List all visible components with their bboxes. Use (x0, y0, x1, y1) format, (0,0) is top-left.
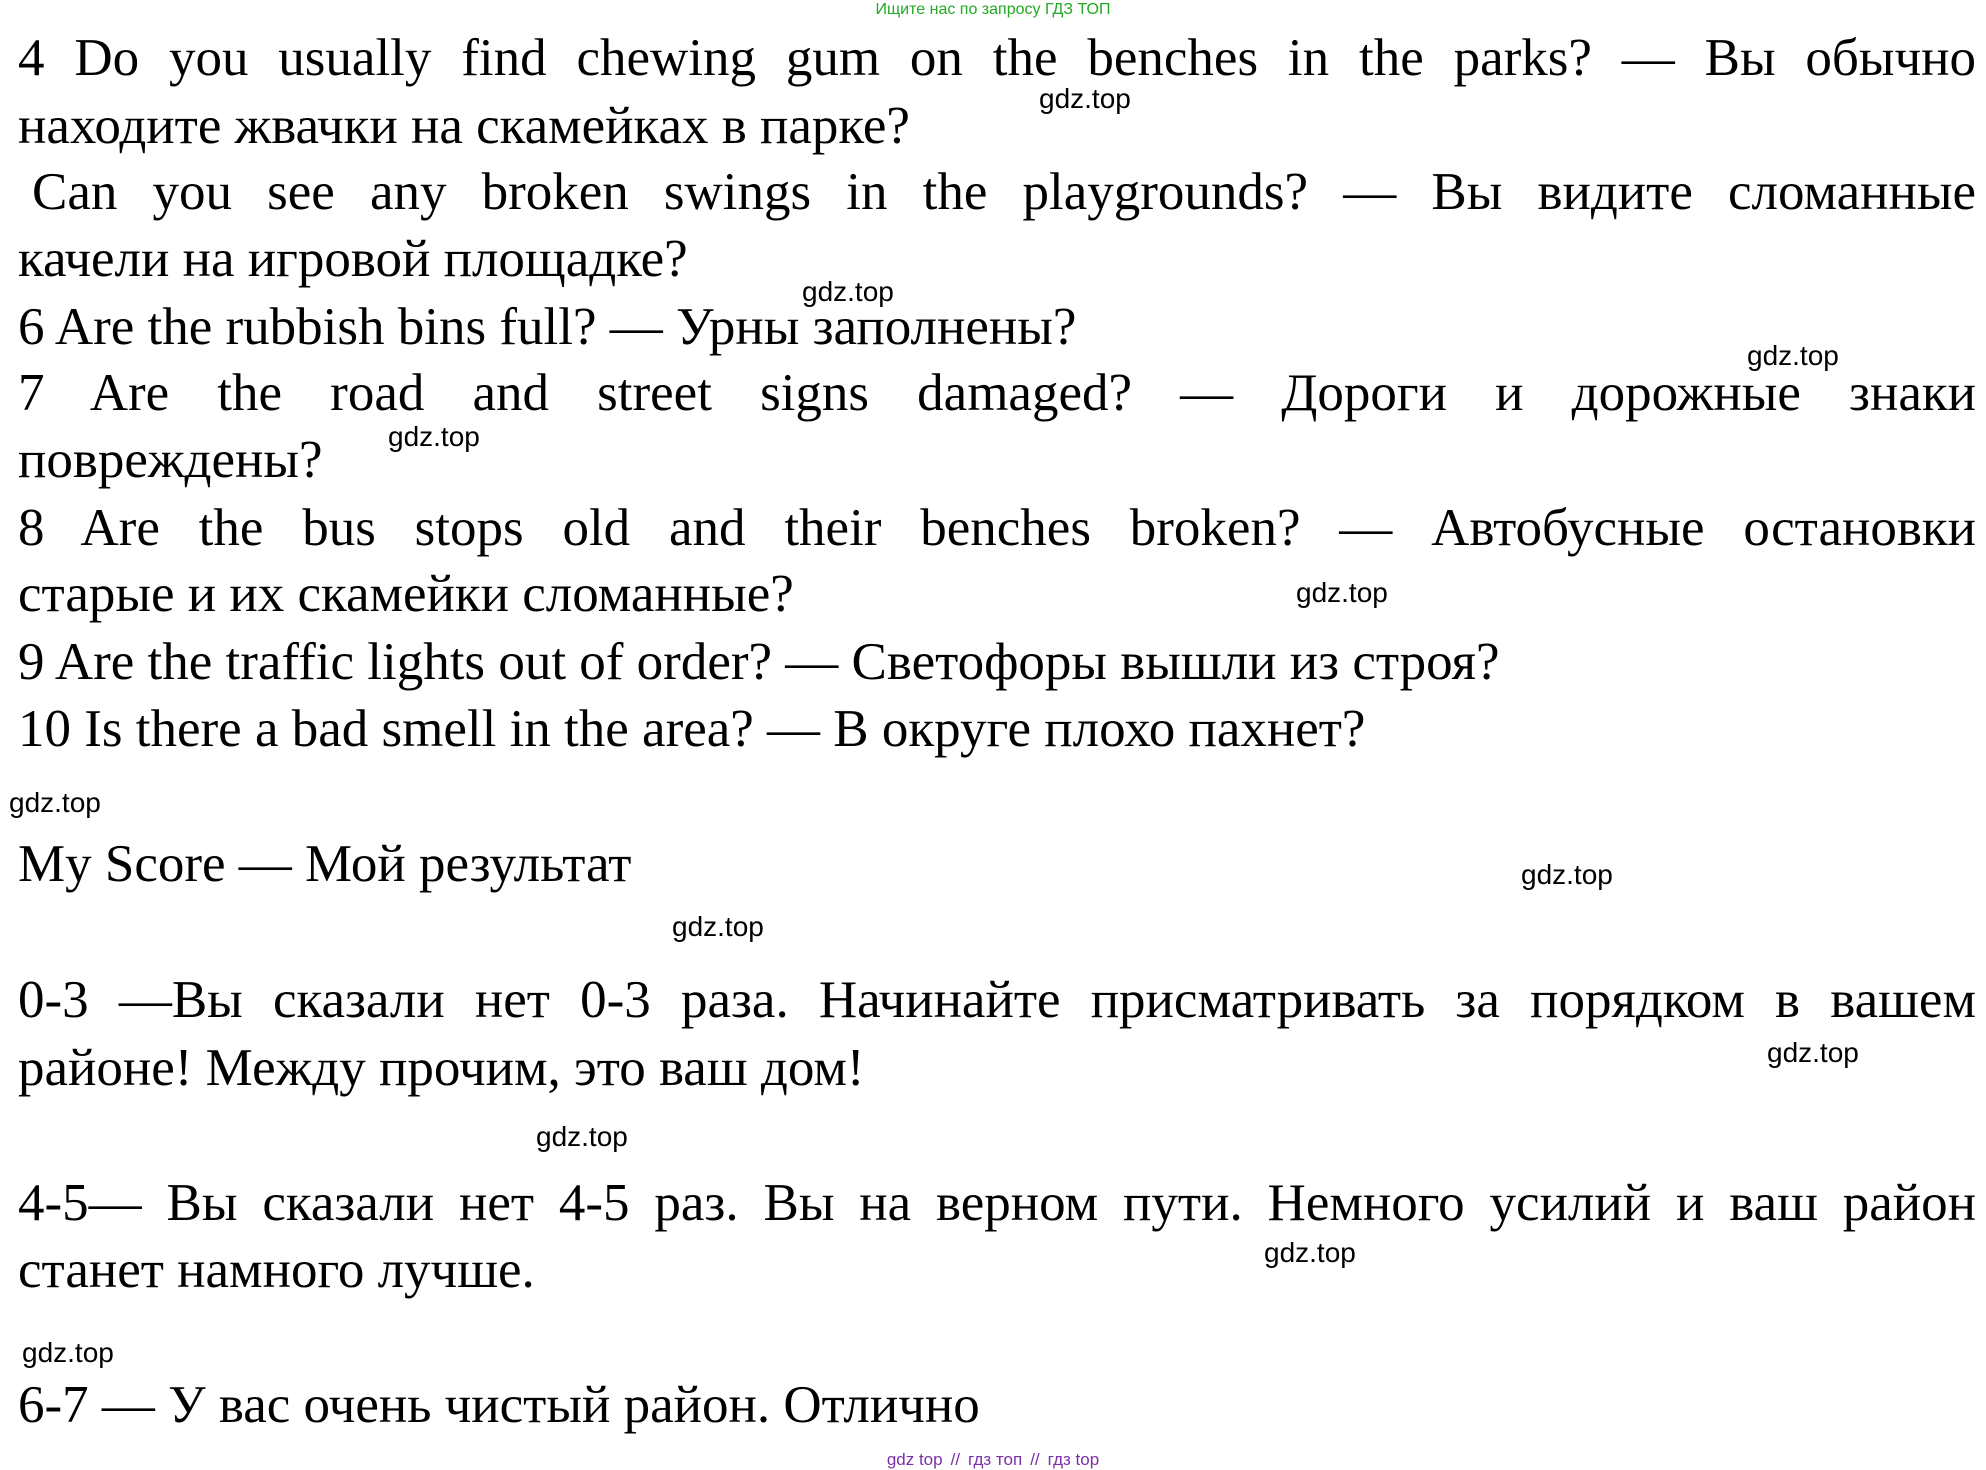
watermark: gdz.top (1039, 83, 1131, 114)
footer-link-2[interactable]: гдз топ (968, 1450, 1023, 1469)
watermark: gdz.top (672, 911, 764, 942)
watermark: gdz.top (22, 1337, 114, 1368)
question-7-line-2: повреждены? (18, 431, 323, 489)
question-7-line-1: 7 Are the road and street signs damaged? — Дороги и дорожные знаки (18, 364, 1976, 422)
score-0-3-line-2: районе! Между прочим, это ваш дом! (18, 1039, 865, 1097)
question-5-line-2: качели на игровой площадке? (18, 230, 688, 288)
footer-link-1[interactable]: gdz top (886, 1450, 943, 1469)
score-0-3-line-1: 0-3 —Вы сказали нет 0-3 раза. Начинайте присматривать за порядком в вашем (18, 971, 1976, 1029)
top-banner: Ищите нас по запросу ГДЗ ТОП (875, 1, 1111, 18)
question-9: 9 Are the traffic lights out of order? — Светофоры вышли из строя? (18, 633, 1500, 691)
score-4-5-line-2: станет намного лучше. (18, 1241, 535, 1299)
question-5-line-1: Can you see any broken swings in the playgrounds? — Вы видите сломанные (32, 163, 1976, 221)
score-6-7: 6-7 — У вас очень чистый район. Отлично (18, 1376, 980, 1434)
question-4-line-1: 4 Do you usually find chewing gum on the benches in the parks? — Вы обычно (18, 29, 1976, 87)
watermark: gdz.top (802, 276, 894, 307)
score-4-5-line-1: 4-5— Вы сказали нет 4-5 раз. Вы на верном пути. Немного усилий и ваш район (18, 1174, 1976, 1232)
footer-links (0, 1450, 1986, 1470)
watermark: gdz.top (536, 1121, 628, 1152)
question-8-line-1: 8 Are the bus stops old and their benches broken? — Автобусные остановки (18, 499, 1976, 557)
footer-link-3[interactable]: гдз top (1047, 1450, 1100, 1469)
watermark: gdz.top (1747, 340, 1839, 371)
question-6: 6 Are the rubbish bins full? — Урны заполнены? (18, 298, 1077, 356)
watermark: gdz.top (1767, 1037, 1859, 1068)
watermark: gdz.top (9, 787, 101, 818)
question-10: 10 Is there a bad smell in the area? — В округе плохо пахнет? (18, 700, 1366, 758)
watermark: gdz.top (388, 421, 480, 452)
footer-separator: // (950, 1450, 961, 1469)
footer-separator: // (1030, 1450, 1040, 1469)
score-heading: My Score — Мой результат (18, 835, 632, 893)
question-4-line-2: находите жвачки на скамейках в парке? (18, 97, 910, 155)
watermark: gdz.top (1296, 577, 1388, 608)
watermark: gdz.top (1264, 1237, 1356, 1268)
watermark: gdz.top (1521, 859, 1613, 890)
question-8-line-2: старые и их скамейки сломанные? (18, 565, 794, 623)
